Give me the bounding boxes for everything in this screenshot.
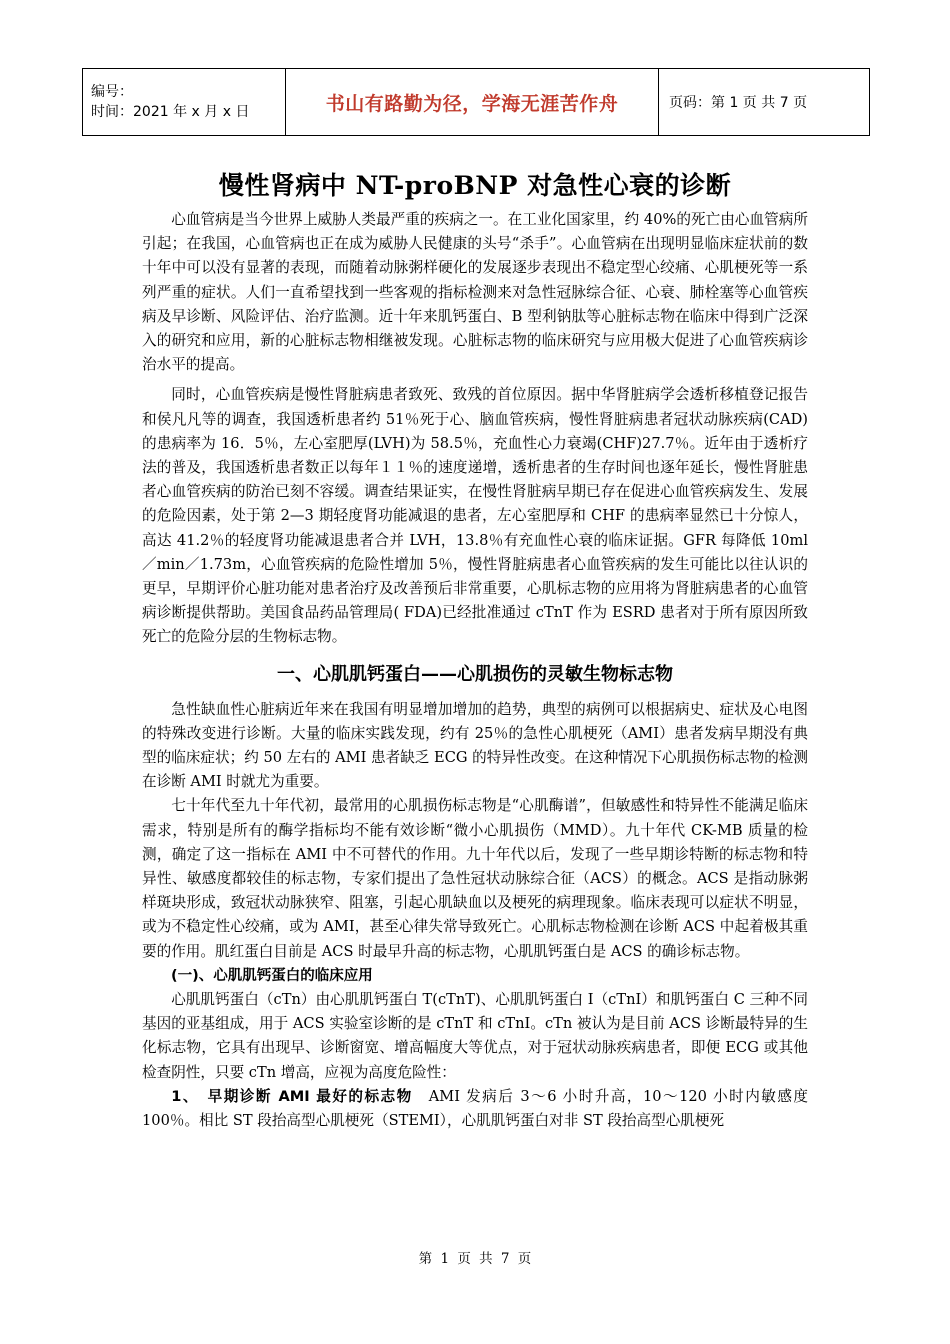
list-item-1-text: AMI 发病后 3～6 小时升高，10～120 小时内敏感度 100％。相比 ST 段抬高型心肌梗死（STEMI），心肌肌钙蛋白对非 ST 段抬高型心肌梗死	[142, 1087, 808, 1129]
list-item-1	[142, 1085, 808, 1133]
subsection-heading: (一)、心肌肌钙蛋白的临床应用	[171, 967, 373, 984]
subsection-paragraph: 心肌肌钙蛋白（cTn）由心肌肌钙蛋白 T(cTnT)、心肌肌钙蛋白 I（cTnI）和肌钙蛋白 C 三种不同基因的亚基组成，用于 ACS 实验室诊断的是 cTnT 和 cTnI。cTn 被认为是目前 ACS 诊断最特异的生化标志物，它具有出现早、诊断窗宽、增高幅度大等优点，对于冠状动脉疾病患者，即便 ECG 或其他检查阴性，只要 cTn 增高，应视为高度危险性：	[142, 990, 808, 1081]
section-paragraph-1: 急性缺血性心脏病近年来在我国有明显增加增加的趋势，典型的病例可以根据病史、症状及心电图的特殊改变进行诊断。大量的临床实践发现，约有 25％的急性心肌梗死（AMI）患者发病早期没有典型的临床症状；约 50 左右的 AMI 患者缺乏 ECG 的特异性改变。在这种情况下心肌损伤标志物的检测在诊断 AMI 时就尤为重要。	[142, 700, 808, 791]
document-date-label: 时间：2021 年 x 月 x 日	[91, 104, 250, 120]
intro-paragraph-2: 同时，心血管疾病是慢性肾脏病患者致死、致残的首位原因。据中华肾脏病学会透析移植登记报告和侯凡凡等的调查，我国透析患者约 51％死于心、脑血管疾病，慢性肾脏病患者冠状动脉疾病(CAD)的患病率为 16．5％，左心室肥厚(LVH)为 58.5％，充血性心力衰竭(CHF)27.7％。近年由于透析疗法的普及，我国透析患者数正以每年１１％的速度递增，透析患者的生存时间也逐年延长，慢性肾脏患者心血管疾病的防治已刻不容缓。调查结果证实，在慢性肾脏病早期已存在促进心血管疾病发生、发展的危险因素，处于第 2—3 期轻度肾功能减退的患者，左心室肥厚和 CHF 的患病率显然已十分惊人，高达 41.2％的轻度肾功能减退患者合并 LVH，13.8％有充血性心衰的临床证据。GFR 每降低 10ml／min／1.73m，心血管疾病的危险性增加 5％，慢性肾脏病患者心血管疾病的发生可能比以往认识的更早，早期评价心脏功能对患者治疗及改善预后非常重要，心肌标志物的应用将为肾脏病患者的心血管病诊断提供帮助。美国食品药品管理局( FDA)已经批准通过 cTnT 作为 ESRD 患者对于所有原因所致死亡的危险分层的生物标志物。	[142, 386, 808, 646]
section-heading: 一、心肌肌钙蛋白——心肌损伤的灵敏生物标志物	[277, 663, 673, 685]
document-number-label: 编号：	[91, 84, 133, 100]
intro-paragraph-1: 心血管病是当今世界上威胁人类最严重的疾病之一。在工业化国家里，约 40%的死亡由心血管病所引起；在我国，心血管病也正在成为威胁人民健康的头号“杀手”。心血管病在出现明显临床症状前的数十年中可以没有显著的表现，而随着动脉粥样硬化的发展逐步表现出不稳定型心绞痛、心肌梗死等一系列严重的症状。人们一直希望找到一些客观的指标检测来对急性冠脉综合征、心衰、肺栓塞等心血管疾病及早诊断、风险评估、治疗监测。近十年来肌钙蛋白、B 型利钠肽等心脏标志物在临床中得到广泛深入的研究和应用，新的心脏标志物相继被发现。心脏标志物的临床研究与应用极大促进了心血管疾病诊治水平的提高。	[142, 211, 808, 374]
header-motto: 书山有路勤为径，学海无涯苦作舟	[286, 69, 659, 136]
document-body	[142, 208, 808, 1133]
list-item-1-label: 1、 早期诊断 AMI 最好的标志物	[171, 1087, 413, 1105]
header-table	[82, 68, 870, 136]
section-paragraph-2: 七十年代至九十年代初，最常用的心肌损伤标志物是“心肌酶谱”，但敏感性和特异性不能满足临床需求，特别是所有的酶学指标均不能有效诊断“微小心肌损伤（MMD）。九十年代 CK-MB 质量的检测，确定了这一指标在 AMI 中不可替代的作用。九十年代以后，发现了一些早期诊特断的标志物和特异性、敏感度都较佳的标志物，专家们提出了急性冠状动脉综合征（ACS）的概念。ACS 是指动脉粥样斑块形成，致冠状动脉狭窄、阻塞，引起心肌缺血以及梗死的病理现象。临床表现可以症状不明显，或为不稳定性心绞痛，或为 AMI，甚至心律失常导致死亡。心肌标志物检测在诊断 ACS 中起着极其重要的作用。肌红蛋白目前是 ACS 时最早升高的标志物，心肌肌钙蛋白是 ACS 的确诊标志物。	[142, 797, 808, 960]
document-title: 慢性肾病中 NT-proBNP 对急性心衰的诊断	[218, 171, 732, 200]
header-meta-cell	[83, 69, 286, 136]
page-footer: 第 1 页 共 7 页	[418, 1251, 532, 1267]
header-page-info: 页码：第 1 页 共 7 页	[659, 69, 870, 136]
